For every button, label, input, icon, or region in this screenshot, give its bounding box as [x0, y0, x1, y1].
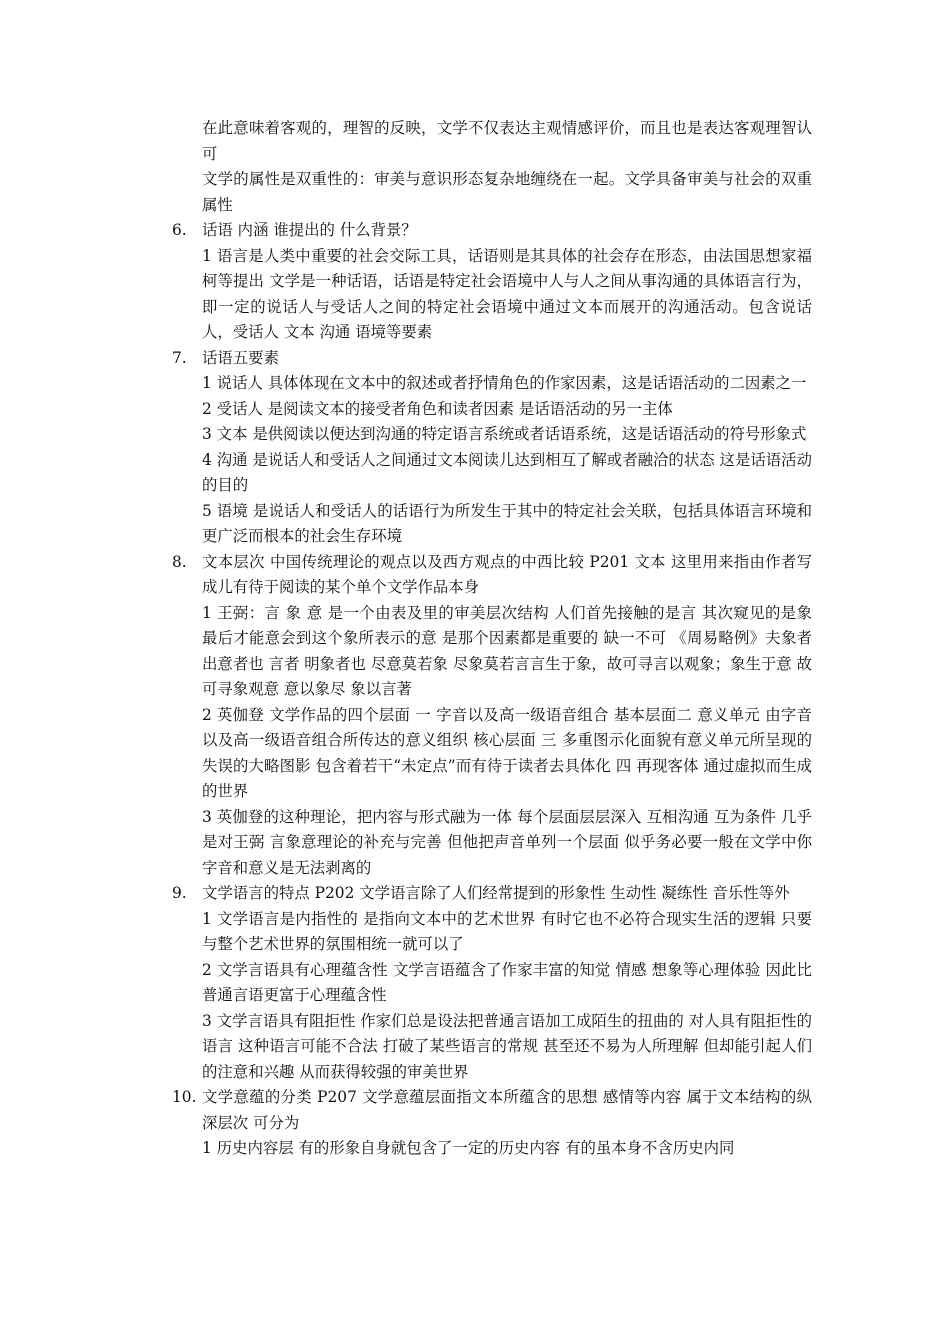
item-title: 文本层次 中国传统理论的观点以及西方观点的中西比较 P201 文本 这里用来指由作者写成儿有待于阅读的某个单个文学作品本身: [202, 552, 812, 596]
item-number: 8.: [172, 552, 187, 571]
item-paragraph: 1 历史内容层 有的形象自身就包含了一定的历史内容 有的虽本身不含历史内同: [202, 1139, 735, 1157]
item-paragraph: 3 文本 是供阅读以便达到沟通的特定语言系统或者话语系统，这是话语活动的符号形象式: [202, 425, 807, 443]
item-paragraph: 5 语境 是说话人和受话人的话语行为所发生于其中的特定社会关联，包括具体语言环境和更广泛而根本的社会生存环境: [202, 501, 812, 545]
item-paragraph: 1 语言是人类中重要的社会交际工具，话语则是其具体的社会存在形态，由法国思想家福柯等提出 文学是一种话语，话语是特定社会语境中人与人之间从事沟通的具体语言行为，即一定的说话人与受话人之间的特定社会语境中通过文本而展开的沟通活动。包含说话人，受话人 文本 沟通 语境等要素: [202, 246, 812, 341]
item-paragraph: 3 英伽登的这种理论，把内容与形式融为一体 每个层面层层深入 互相沟通 互为条件 几乎是对王弼 言象意理论的补充与完善 但他把声音单列一个层面 似乎务必要一般在文学中你字音和意义是无法剥离的: [202, 807, 812, 877]
item-title: 文学语言的特点 P202 文学语言除了人们经常提到的形象性 生动性 凝练性 音乐性等外: [202, 884, 790, 902]
item-title: 话语 内涵 谁提出的 什么背景？: [202, 221, 417, 239]
item-paragraph: 4 沟通 是说话人和受话人之间通过文本阅读儿达到相互了解或者融洽的状态 这是话语活动的目的: [202, 450, 812, 494]
intro-paragraph: 在此意味着客观的，理智的反映，文学不仅表达主观情感评价，而且也是表达客观理智认可: [202, 119, 812, 163]
item-title: 文学意蕴的分类 P207 文学意蕴层面指文本所蕴含的思想 感情等内容 属于文本结构的纵深层次 可分为: [202, 1088, 812, 1132]
item-paragraph: 1 文学语言是内指性的 是指向文本中的艺术世界 有时它也不必符合现实生活的逻辑 只要与整个艺术世界的氛围相统一就可以了: [202, 909, 812, 953]
item-number: 7.: [172, 348, 187, 367]
item-title: 话语五要素: [202, 348, 279, 367]
list-item-8: [172, 550, 812, 601]
item-number: 9.: [172, 884, 187, 902]
document-body: [172, 116, 812, 1162]
list-item-9: [172, 881, 812, 907]
list-item-6: [172, 218, 812, 244]
list-item-10: [172, 1085, 812, 1136]
list-item-7: [172, 346, 812, 372]
intro-paragraph: 文学的属性是双重性的：审美与意识形态复杂地缠绕在一起。文学具备审美与社会的双重属性: [202, 170, 812, 214]
item-paragraph: 2 英伽登 文学作品的四个层面 一 字音以及高一级语音组合 基本层面二 意义单元 由字音以及高一级语音组合所传达的意义组织 核心层面 三 多重图示化面貌有意义单元所呈现的失误的大略图影 包含着若干“未定点”而有待于读者去具体化 四 再现客体 通过虚拟而生成的世界: [202, 705, 812, 800]
item-number: 6.: [172, 221, 187, 239]
item-paragraph: 2 受话人 是阅读文本的接受者角色和读者因素 是话语活动的另一主体: [202, 399, 673, 418]
item-paragraph: 2 文学言语具有心理蕴含性 文学言语蕴含了作家丰富的知觉 情感 想象等心理体验 因此比普通言语更富于心理蕴含性: [202, 960, 812, 1004]
item-paragraph: 1 说话人 具体体现在文本中的叙述或者抒情角色的作家因素，这是话语活动的二因素之一: [202, 374, 807, 392]
item-paragraph: 3 文学言语具有阻拒性 作家们总是设法把普通言语加工成陌生的扭曲的 对人具有阻拒性的语言 这种语言可能不合法 打破了某些语言的常规 甚至还不易为人所理解 但却能引起人们的注意和兴趣 从而获得较强的审美世界: [202, 1011, 812, 1081]
item-paragraph: 1 王弼：言 象 意 是一个由表及里的审美层次结构 人们首先接触的是言 其次窥见的是象 最后才能意会到这个象所表示的意 是那个因素都是重要的 缺一不可 《周易略例》夫象者 出意者也 言者 明象者也 尽意莫若象 尽象莫若言言生于象，故可寻言以观象；象生于意 故可寻象观意 意以象尽 象以言著: [202, 603, 812, 698]
item-number: 10.: [172, 1088, 197, 1106]
